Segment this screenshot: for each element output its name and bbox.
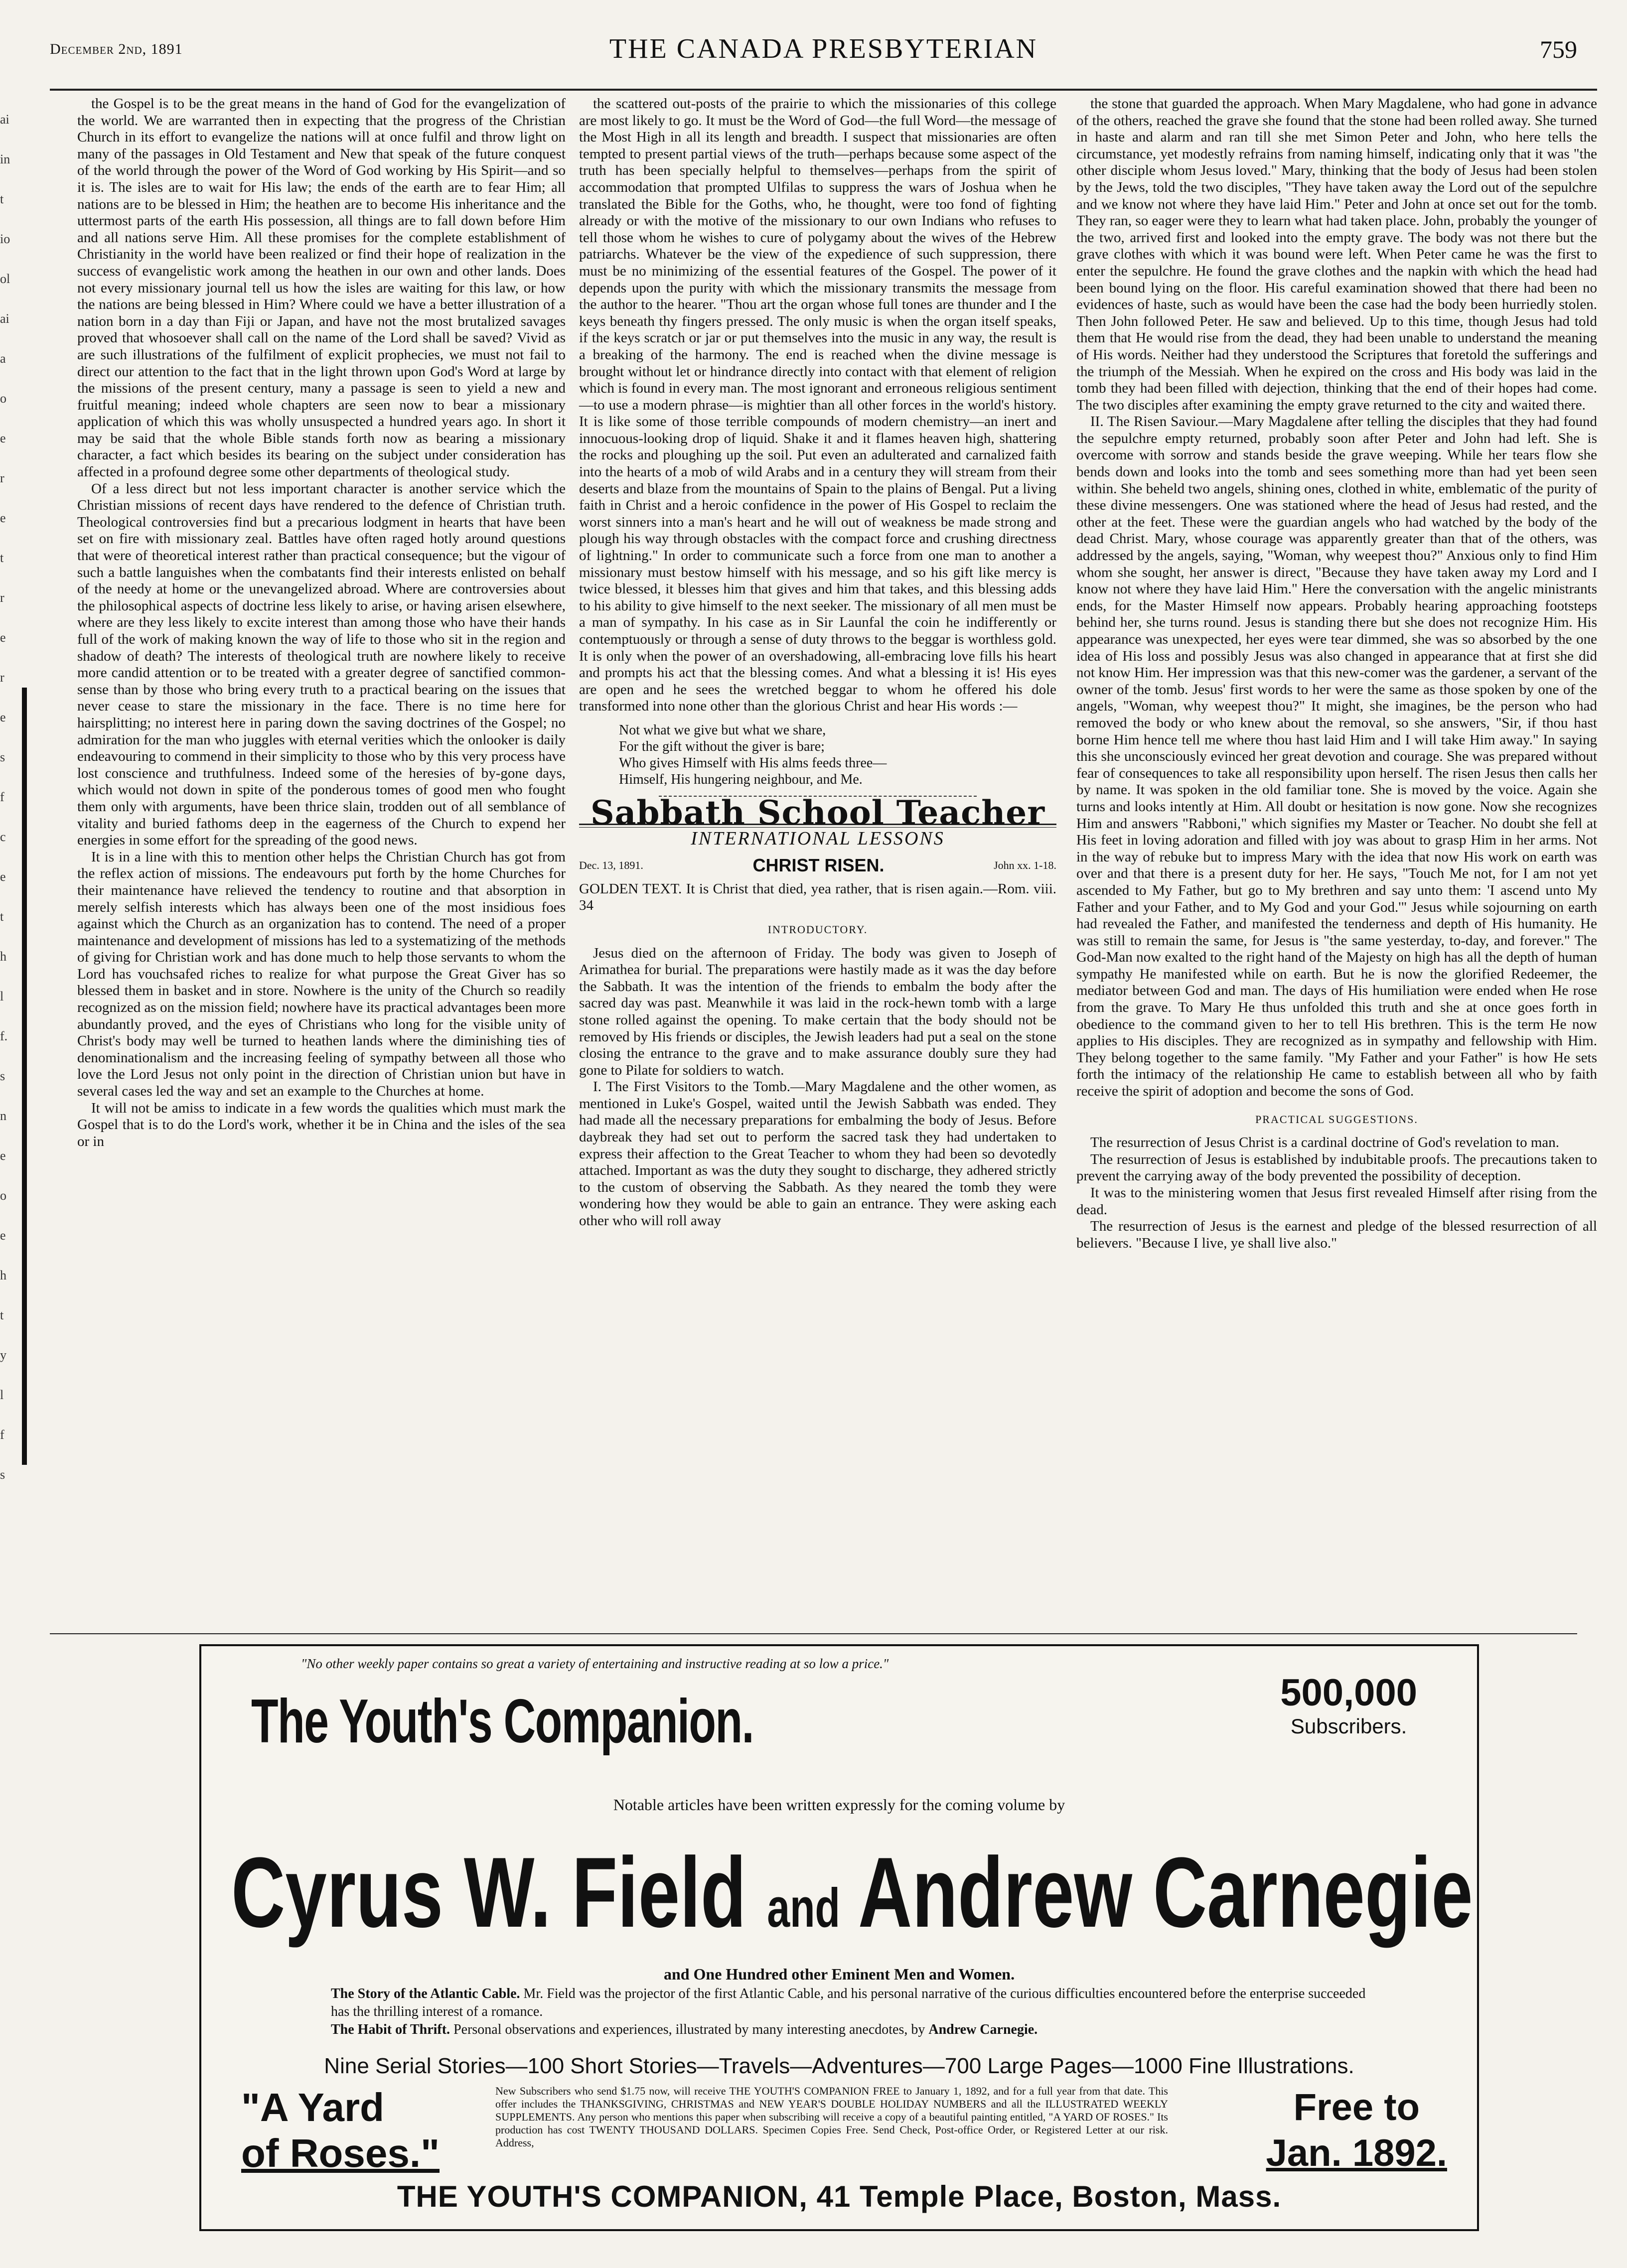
margin-fragment: f [0,1427,4,1442]
publisher-address: THE YOUTH'S COMPANION, 41 Temple Place, Boston, Mass. [397,2180,1282,2213]
running-head [50,30,1597,75]
column-1-paragraph: the Gospel is to be the great means in the hand of God for the evangelization of the world. We are warranted then in expecting that the progress of the Christian Church in its effort to evangelize the nations will at once fulfil and throw light on many of the passages in Old Testament and New that speak of the future conquest of the world through the power of the Word of God working by His Spirit—and so it is. The isles are to wait for His law; the ends of the earth are to fear Him; all nations are to be blessed in Him; the heathen are to become His inheritance and the uttermost parts of the earth His possession, all things are to fall down before Him and all nations serve Him. All these promises for the complete establishment of Christianity in the world have been realized or find their hope of realization in the success of evangelistic work among the heathen in our own and other lands. Does not every missionary journal tell us how the isles are waiting for this law, or how the nations are being blessed in Him? Where could we have a better illustration of a nation born in a day than Fiji or Japan, and have not the most brutalized savages proved that whosoever shall call on the name of the Lord shall be saved? Vivid as are such illustrations of the fulfilment of explicit prophecies, we must not fail to direct our attention to the fact that in the light thrown upon God's Word at large by the missions of the present century, many a passage is seen to yield a new and fruitful meaning; indeed whole chapters are seen now to bear a missionary application of which this was wholly unsuspected a hundred years ago. In short it may be said that the whole Bible stands forth now as bearing a missionary character, a fact which besides its bearing on the subject under consideration has affected in a profound degree some other departments of theological study. [77,96,566,480]
margin-fragment: ai [0,311,9,326]
margin-fragment: in [0,152,10,166]
story1-text: Mr. Field was the projector of the first Atlantic Cable, and his personal narrative of the curious difficulties encountered before the enterprise succeeded has the thrilling interest of a romance. [331,1986,1366,2019]
column-2-paragraph: the scattered out-posts of the prairie to which the missionaries of this college are most likely to go. It must be the Word of God—the full Word—the message of the Most High in all its length and breadth. I suspect that missionaries are often tempted to present partial views of the truth—perhaps because some aspect of the truth has been specially helpful to themselves—perhaps from the spirit of accommodation that prompted Ulfilas to suppress the wars of Joshua when he translated the Bible for the Goths, who, he thought, were too fond of fighting already or with the motive of the missionary to our own Indians who refuses to tell those whom he wishes to cure of polygamy about the wives of the Hebrew patriarchs. Whatever be the view of the expedience of such suppression, there must be no minimizing of the essential features of the Gospel. The power of it depends upon the purity with which the missionary transmits the message from the author to the hearer. "Thou art the organ whose full tones are thunder and I the keys beneath thy fingers pressed. The only music is when the organ itself speaks, if the keys scratch or jar or put themselves into the music in any way, the result is a breaking of the harmony. The end is reached when the divine message is brought without let or hindrance directly into contact with that element of religion which is found in every man. The most ignorant and erroneous religious sentiment—to use a modern phrase—is mightier than all other forces in the world's history. It is like some of those terrible compounds of modern chemistry—an inert and innocuous-looking drop of liquid. Shake it and it flames heaven high, shattering the rocks and ploughing up the soil. Put even an adulterated and carnalized faith into the hearts of a mob of wild Arabs and in a century they will stream from their deserts and blaze from the mountains of Spain to the plains of Bengal. Put a living faith in Christ and a heroic confidence in the power of His Gospel to reclaim the worst sinners into a man's heart and he will out of weakness be made strong and plough his way through obstacles with the compact force and crushing directness of lightning." In order to communicate such a force from one man to another a missionary must bestow himself with his message, and so his gift like mercy is twice blessed, it blesses him that gives and him that takes, and this blessing adds to his ability to give himself to the next seeker. The missionary of all men must be a man of sympathy. In his case as in Sir Launfal the coin he indifferently or contemptuously or through a sense of duty throws to the beggar is worthless gold. It is only when the power of an overshadowing, all-embracing love fills his heart and prompts his act that the blessing comes. And what a blessing it is! His eyes are open and he sees the wretched beggar to whom he offered his dole transformed into none other than the glorious Christ and hear His words :— [579,96,1056,714]
column-1-paragraph: Of a less direct but not less important character is another service which the Christian missions of recent days have rendered to the defence of Christian truth. Theological controversies find but a precarious lodgment in hearts that have been set on fire with missionary zeal. Battles have often raged hotly around questions that were of theoretical interest rather than practical consequence; but the vigour of such a battle languishes when the combatants find their interests enlisted on behalf of the needy at home or the unevangelized abroad. Where are controversies about the philosophical aspects of doctrine less likely to arise, or having arisen elsewhere, where are they less likely to excite interest than among those who have their hands full of the work of making known the way of life to those who sit in the region and shadow of death? The interests of theological truth are nowhere likely to receive more candid attention or to be treated with a greater degree of sanctified common-sense than by those who bring every truth to a practical bearing on the issues that never cease to stare the missionary in the face. There is no time here for hairsplitting; no interest here in paring down the saving doctrines of the Gospel; no admiration for the man who juggles with eternal verities which the onlooker is daily endeavouring to commend in their simplicity to those who by this very process have lost conscience and truthfulness. Indeed some of the heresies of by-gone days, which would not down in spite of the ponderous tomes of good men who fought them only with arguments, have been thrice slain, trodden out of all semblance of vitality and buried fathoms deep in the eagerness of the Church to expend her energies in some effort for the spreading of the good news. [77,480,566,849]
golden-text: GOLDEN TEXT. It is Christ that died, yea rather, that is risen again.—Rom. viii. 34 [579,880,1056,914]
margin-fragment: r [0,590,4,605]
lesson-date: Dec. 13, 1891. [579,859,643,872]
margin-fragment: e [0,710,6,724]
margin-fragment: y [0,1348,6,1362]
margin-fragment: h [0,949,6,964]
margin-fragment: e [0,511,6,525]
story2-author: Andrew Carnegie. [928,2022,1038,2037]
margin-fragment: e [0,1148,6,1163]
column-3-paragraph: II. The Risen Saviour.—Mary Magdalene after telling the disciples that they had found the sepulchre empty returned, probably soon after Peter and John had left. She is overcome with sorrow and stands beside the grave weeping. While her tears flow she bends down and looks into the tomb and sees something more than had yet been seen within. She beheld two angels, shining ones, clothed in white, emblematic of the purity of these divine messengers. One was stationed where the head of Jesus had rested, and the other at the feet. These were the guardian angels who had watched by the body of the dead Christ. Mary, whose courage was apparently greater than that of the others, was addressed by the angels, saying, "Woman, why weepest thou?" Anxious only to find Him whom she sought, her answer is direct, "Because they have taken away my Lord and I know not where they have laid Him." Here the conversation with the angelic ministrants ends, for the Master Himself now appears. Probably hearing approaching footsteps behind her, she turns round. Jesus is standing there but she does not recognize Him. His appearance was unexpected, her eyes were tear dimmed, she was so absorbed by the one idea of His loss and possibly Jesus was also changed in appearance that at first she did not know Him. Her impression was that this new-comer was the gardener, a servant of the owner of the tomb. Jesus' first words to her were the same as those spoken by one of the angels, "Woman, why weepest thou?" It might, she imagines, be the person who had removed the body or who knew about the removal, so she answers, "Sir, if thou hast borne Him hence tell me where thou hast laid Him and I will take Him away." In saying this she unconsciously evinced her great devotion and courage. She was prepared without fear of consequences to take all responsibility upon herself. The risen Jesus then calls her by name. It was spoken in the old familiar tone. She is moved by the voice. Again she turns and looks intently at Him. All doubt or hesitation is now gone. Now she recognizes Him and answers "Rabboni," which signifies my Master or Teacher. No doubt she fell at His feet in loving adoration and filled with joy was about to grasp Him in her arms. Not in the way of rebuke but to impress Mary with the idea that now His work on earth was over and that there is a present duty for her. He says, "Touch Me not, for I am not yet ascended to My Father, but go to My brethren and say unto them: 'I ascend unto My Father and your Father, and to My God and your God.'" Jesus while sojourning on earth had revealed the Father, and manifested the tenderness and depth of His humanity. He was still to remain the same, for Jesus is "the same yesterday, to-day, and forever." The God-Man now exalted to the right hand of the Majesty on high has all the depth of human sympathy He manifested while on earth. But he is now the glorified Redeemer, the mediator between God and man. The days of His humiliation were ended when He rose from the grave. To Mary He thus unfolded this truth and she at once goes forth in obedience to the command given to her to tell His brethren. This is the term He now applies to His disciples. They are recognized as in sympathy and fellowship with Him. They belong together to the same family. "My Father and your Father" is how He sets forth the intimacy of the relationship He came to establish between all who by faith receive the spirit of adoption and become the sons of God. [1076,414,1597,1100]
header-rule [50,89,1597,91]
margin-fragment: l [0,989,4,1003]
story2-text: Personal observations and experiences, illustrated by many interesting anecdotes, by [453,2022,925,2037]
practical-suggestion: The resurrection of Jesus is the earnest and pledge of the blessed resurrection of all believers. "Because I live, ye shall live also." [1076,1218,1597,1251]
authors-headline [231,1836,1473,1950]
column-3-paragraph: the stone that guarded the approach. When Mary Magdalene, who had gone in advance of the others, reached the grave she found that the stone had been rolled away. She turned in haste and alarm and ran till she met Simon Peter and John, who here tells the circumstance, yet modestly refrains from naming himself, indicating only that it was "the other disciple whom Jesus loved." Mary, thinking that the body of Jesus had been stolen by the Jews, told the two disciples, "They have taken away the Lord out of the sepulchre and we know not where they have laid Him." Peter and John at once set out for the tomb. They ran, so eager were they to learn what had taken place. John, probably the younger of the two, arrived first and looked into the empty grave. The body was not there but the grave clothes with which it was bound were left. When Peter came he was the first to enter the sepulchre. He found the grave clothes and the napkin with which the head had been bound lying on the floor. His careful examination showed that there had been no evidences of haste, such as would have been the case had the body been hurriedly stolen. Then John followed Peter. He saw and believed. Up to this time, though Jesus had told them that He would rise from the dead, they had been unable to understand the meaning of His words. Neither had they understood the Scriptures that foretold the sufferings and the triumph of the Messiah. When he expired on the cross and His body was laid in the tomb they had been filled with dejection, thinking that the end of their hopes had come. The two disciples after examining the empty grave returned to the city and waited there. [1076,96,1597,413]
poem-line: Who gives Himself with His alms feeds three— [619,755,887,771]
poem-line: Not what we give but what we share, [619,722,826,738]
subscription-offer: New Subscribers who send $1.75 now, will receive THE YOUTH'S COMPANION FREE to January 1, 1892, and for a full year from that date. This offer includes the THANKSGIVING, CHRISTMAS and NEW YEAR'S DOUBLE HOLIDAY NUMBERS and all the ILLUSTRATED WEEKLY SUPPLEMENTS. Any person who mentions this paper when subscribing will receive a copy of a beautiful painting entitled, "A YARD OF ROSES." Its production has cost TWENTY THOUSAND DOLLARS. Specimen Copies Free. Send Check, Post-office Order, or Registered Letter at our risk. Address, [495,2085,1168,2149]
margin-fragment: f. [0,1029,8,1043]
notable-line: Notable articles have been written expressly for the coming volume by [613,1796,1065,1814]
story1-label: The Story of the Atlantic Cable. [331,1986,520,2001]
margin-fragment: t [0,909,4,924]
lesson-heading [579,857,1056,874]
practical-suggestion: It was to the ministering women that Jesus first revealed Himself after rising from the dead. [1076,1185,1597,1218]
free-line-1: Free to [1293,2086,1420,2128]
lesson-paragraph: Jesus died on the afternoon of Friday. The body was given to Joseph of Arimathea for burial. The preparations were hastily made as it was the day before the Sabbath. It was the intention of the friends to embalm the body after the sacred day was past. Meanwhile it was laid in the rock-hewn tomb with a large stone rolled against the opening. To make certain that the body should not be removed by His friends or disciples, the Jewish leaders had put a seal on the stone closing the entrance to the grave and to make assurance doubly sure they had gone to Pilate for soldiers to watch. [579,945,1056,1078]
practical-suggestion: The resurrection of Jesus is established by indubitable proofs. The precautions taken to prevent the carrying away of the body prevented the possibility of deception. [1076,1151,1597,1184]
margin-fragment: a [0,351,6,366]
lesson-title: CHRIST RISEN. [752,855,885,876]
margin-fragment: ai [0,112,9,127]
column-2 [579,96,1056,1229]
practical-suggestion: The resurrection of Jesus Christ is a cardinal doctrine of God's revelation to man. [1090,1134,1560,1151]
margin-fragment: s [0,750,5,764]
margin-fragment: t [0,1308,4,1322]
margin-fragment: t [0,192,4,206]
margin-fragment: r [0,670,4,685]
margin-fragment: t [0,551,4,565]
author-field: Cyrus W. Field [231,1837,746,1948]
yard-line-2: of Roses." [241,2131,440,2175]
story-descriptions [331,1985,1367,2039]
page-number: 759 [1540,35,1577,63]
issue-date: December 2nd, 1891 [50,41,183,57]
margin-fragment: s [0,1467,5,1482]
practical-heading: PRACTICAL SUGGESTIONS. [1255,1113,1418,1126]
margin-fragment: e [0,630,6,645]
others-line: and One Hundred other Eminent Men and Women. [663,1965,1015,1983]
free-offer [1266,2085,1447,2176]
advert-top-rule [50,1633,1577,1634]
margin-fragment: ol [0,272,10,286]
binding-bar [22,688,27,1465]
margin-fragment: c [0,830,6,844]
yard-of-roses [241,2085,440,2176]
advert-tagline: "No other weekly paper contains so great a variety of entertaining and instructive reading at so low a price." [301,1656,889,1671]
youths-companion-advert [199,1644,1479,2231]
advert-title: The Youth's Companion. [251,1687,753,1756]
left-margin-fragments [0,100,20,1485]
column-1-paragraph: It is in a line with this to mention other helps the Christian Church has got from the reflex action of missions. The endeavours put forth by the home Churches for their maintenance have relieved the tendency to routine and that absorption in merely selfish interests which has always been one of the most insidious foes against which the Church as an organization has to contend. The need of a proper maintenance and development of missions has led to a systematizing of the methods of giving for Christian work and has done much to help those servants to whom the Lord has vouchsafed riches to realize for what purpose the Great Giver has so blessed them in basket and in store. Nowhere is the unity of the Church so readily recognized as on the mission field; nowhere have its practical advantages been more abundantly proved, and the eyes of Christians who long for the visible unity of Christ's body may well be turned to heathen lands where the diminishing ties of denominationalism and the increasing feeling of sympathy between all those who love the Lord Jesus not only point in the direction of Christian union but have in several cases led the way and set an example to the Churches at home. [77,849,566,1100]
free-line-2: Jan. 1892. [1266,2132,1447,2174]
margin-fragment: r [0,471,4,485]
subscribers-label: Subscribers. [1290,1714,1407,1738]
margin-fragment: e [0,1228,6,1243]
poem-line: For the gift without the giver is bare; [619,738,825,754]
poem-line: Himself, His hungering neighbour, and Me. [619,771,863,787]
column-1 [77,96,566,1605]
story2-label: The Habit of Thrift. [331,2022,450,2037]
serials-line: Nine Serial Stories—100 Short Stories—Travels—Adventures—700 Large Pages—1000 Fine Illustrations. [324,2054,1354,2078]
margin-fragment: l [0,1388,4,1402]
margin-fragment: o [0,391,6,406]
column-1-paragraph: It will not be amiss to indicate in a few words the qualities which must mark the Gospel that is to do the Lord's work, whether it be in China and the isles of the sea or in [77,1100,566,1149]
margin-fragment: h [0,1268,6,1282]
section-title: Sabbath School Teacher [590,793,1045,832]
yard-line-1: "A Yard [241,2085,384,2129]
poem [619,722,1056,788]
margin-fragment: f [0,790,4,804]
column-3 [1076,96,1597,1610]
margin-fragment: e [0,869,6,884]
author-carnegie: Andrew Carnegie [858,1837,1473,1948]
lesson-reference: John xx. 1-18. [994,859,1056,872]
margin-fragment: n [0,1109,6,1123]
and-word: and [767,1877,840,1939]
margin-fragment: io [0,232,10,246]
margin-fragment: e [0,431,6,445]
subscribers-box [1280,1671,1417,1738]
margin-fragment: s [0,1069,5,1083]
subscribers-count: 500,000 [1280,1672,1417,1714]
section-subtitle: INTERNATIONAL LESSONS [691,828,945,849]
margin-fragment: o [0,1188,6,1203]
lesson-paragraph: I. The First Visitors to the Tomb.—Mary Magdalene and the other women, as mentioned in Luke's Gospel, waited until the Jewish Sabbath was ended. They had made all the necessary preparations for embalming the body of Jesus. Before daybreak they had set out to perform the sacred task they had undertaken to express their affection to the Great Teacher to whom they had been so devotedly attached. Important as was the duty they sought to discharge, they adhered strictly to the custom of observing the Sabbath. As they neared the tomb they were wondering how they would be able to gain an entrance. They were asking each other who will roll away [579,1079,1056,1229]
introductory-heading: INTRODUCTORY. [767,923,868,936]
newspaper-title: THE CANADA PRESBYTERIAN [609,33,1038,64]
